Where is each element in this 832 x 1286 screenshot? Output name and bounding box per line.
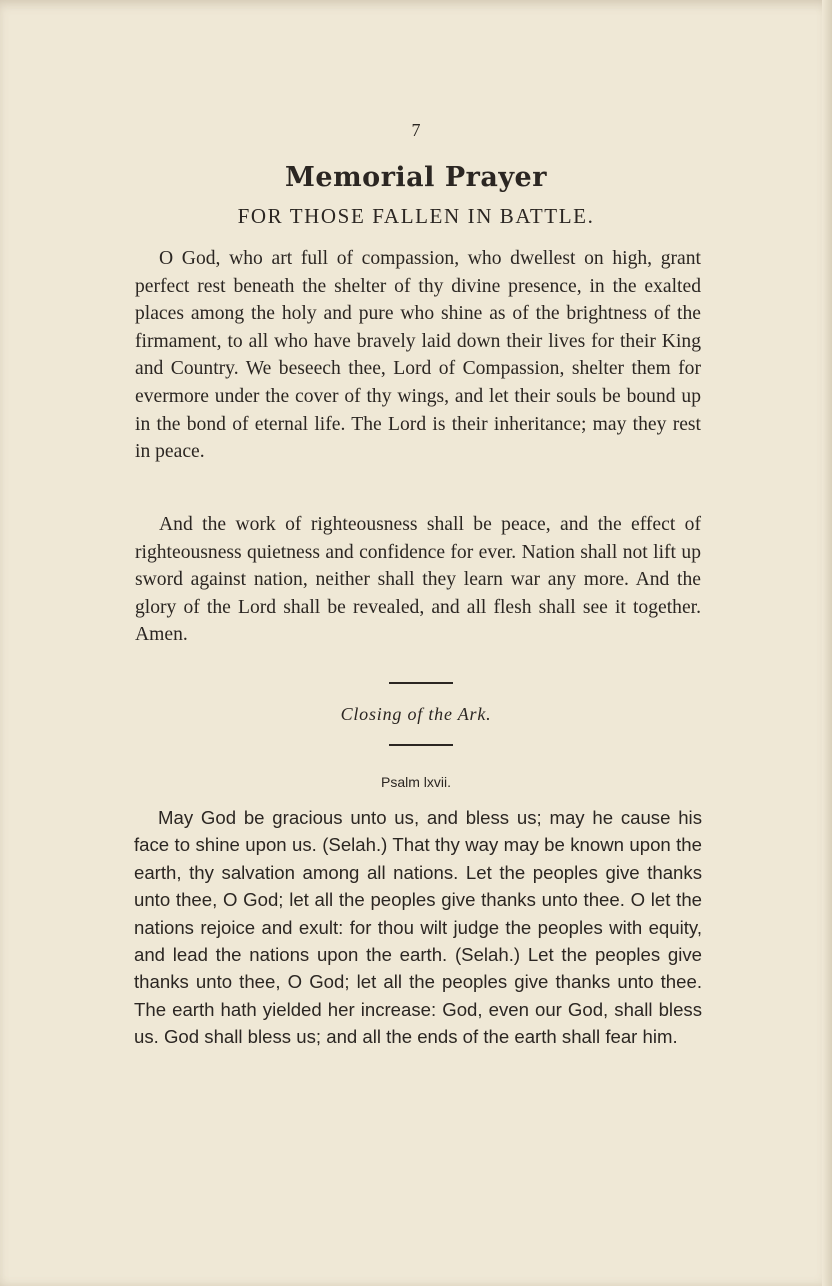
page-title: Memorial Prayer <box>285 162 547 193</box>
psalm-heading: Psalm lxvii. <box>380 774 451 790</box>
divider-top <box>389 682 453 684</box>
prayer-paragraph-1: O God, who art full of compassion, who dwellest on high, grant perfect rest beneath the shelter of thy divine presence, in the exalted places among the holy and pure who shine as of the brightness of the firmament, to all who have bravely laid down their lives for their King and Country. We beseech thee, Lord of Compassion, shelter them for evermore under the cover of thy wings, and let their souls be bound up in the bond of eternal life. The Lord is their inheritance; may they rest in peace. <box>135 248 701 463</box>
prayer-paragraph-2: And the work of righteousness shall be peace, and the effect of righteousness quietness and confidence for ever. Nation shall not lift up sword against nation, neither shall they learn war any more. And the glory of the Lord shall be revealed, and all flesh shall see it together. Amen. <box>135 514 701 646</box>
psalm-text: May God be gracious unto us, and bless us; may he cause his face to shine upon us. (Selah.) That thy way may be known upon the earth, thy salvation among all nations. Let the peoples give thanks unto thee, O God; let all the peoples give thanks unto thee. O let the nations rejoice and exult: for thou wilt judge the peoples with equity, and lead the nations upon the earth. (Selah.) Let the peoples give thanks unto thee, O God; let all the peoples give thanks unto thee. The earth hath yielded her increase: God, even our God, shall bless us. God shall bless us; and all the ends of the earth shall fear him. <box>134 807 702 1048</box>
section-heading: Closing of the Ark. <box>340 704 492 724</box>
page-subtitle: FOR THOSE FALLEN IN BATTLE. <box>237 204 595 228</box>
divider-bottom <box>389 744 453 746</box>
page-number: 7 <box>411 120 421 140</box>
